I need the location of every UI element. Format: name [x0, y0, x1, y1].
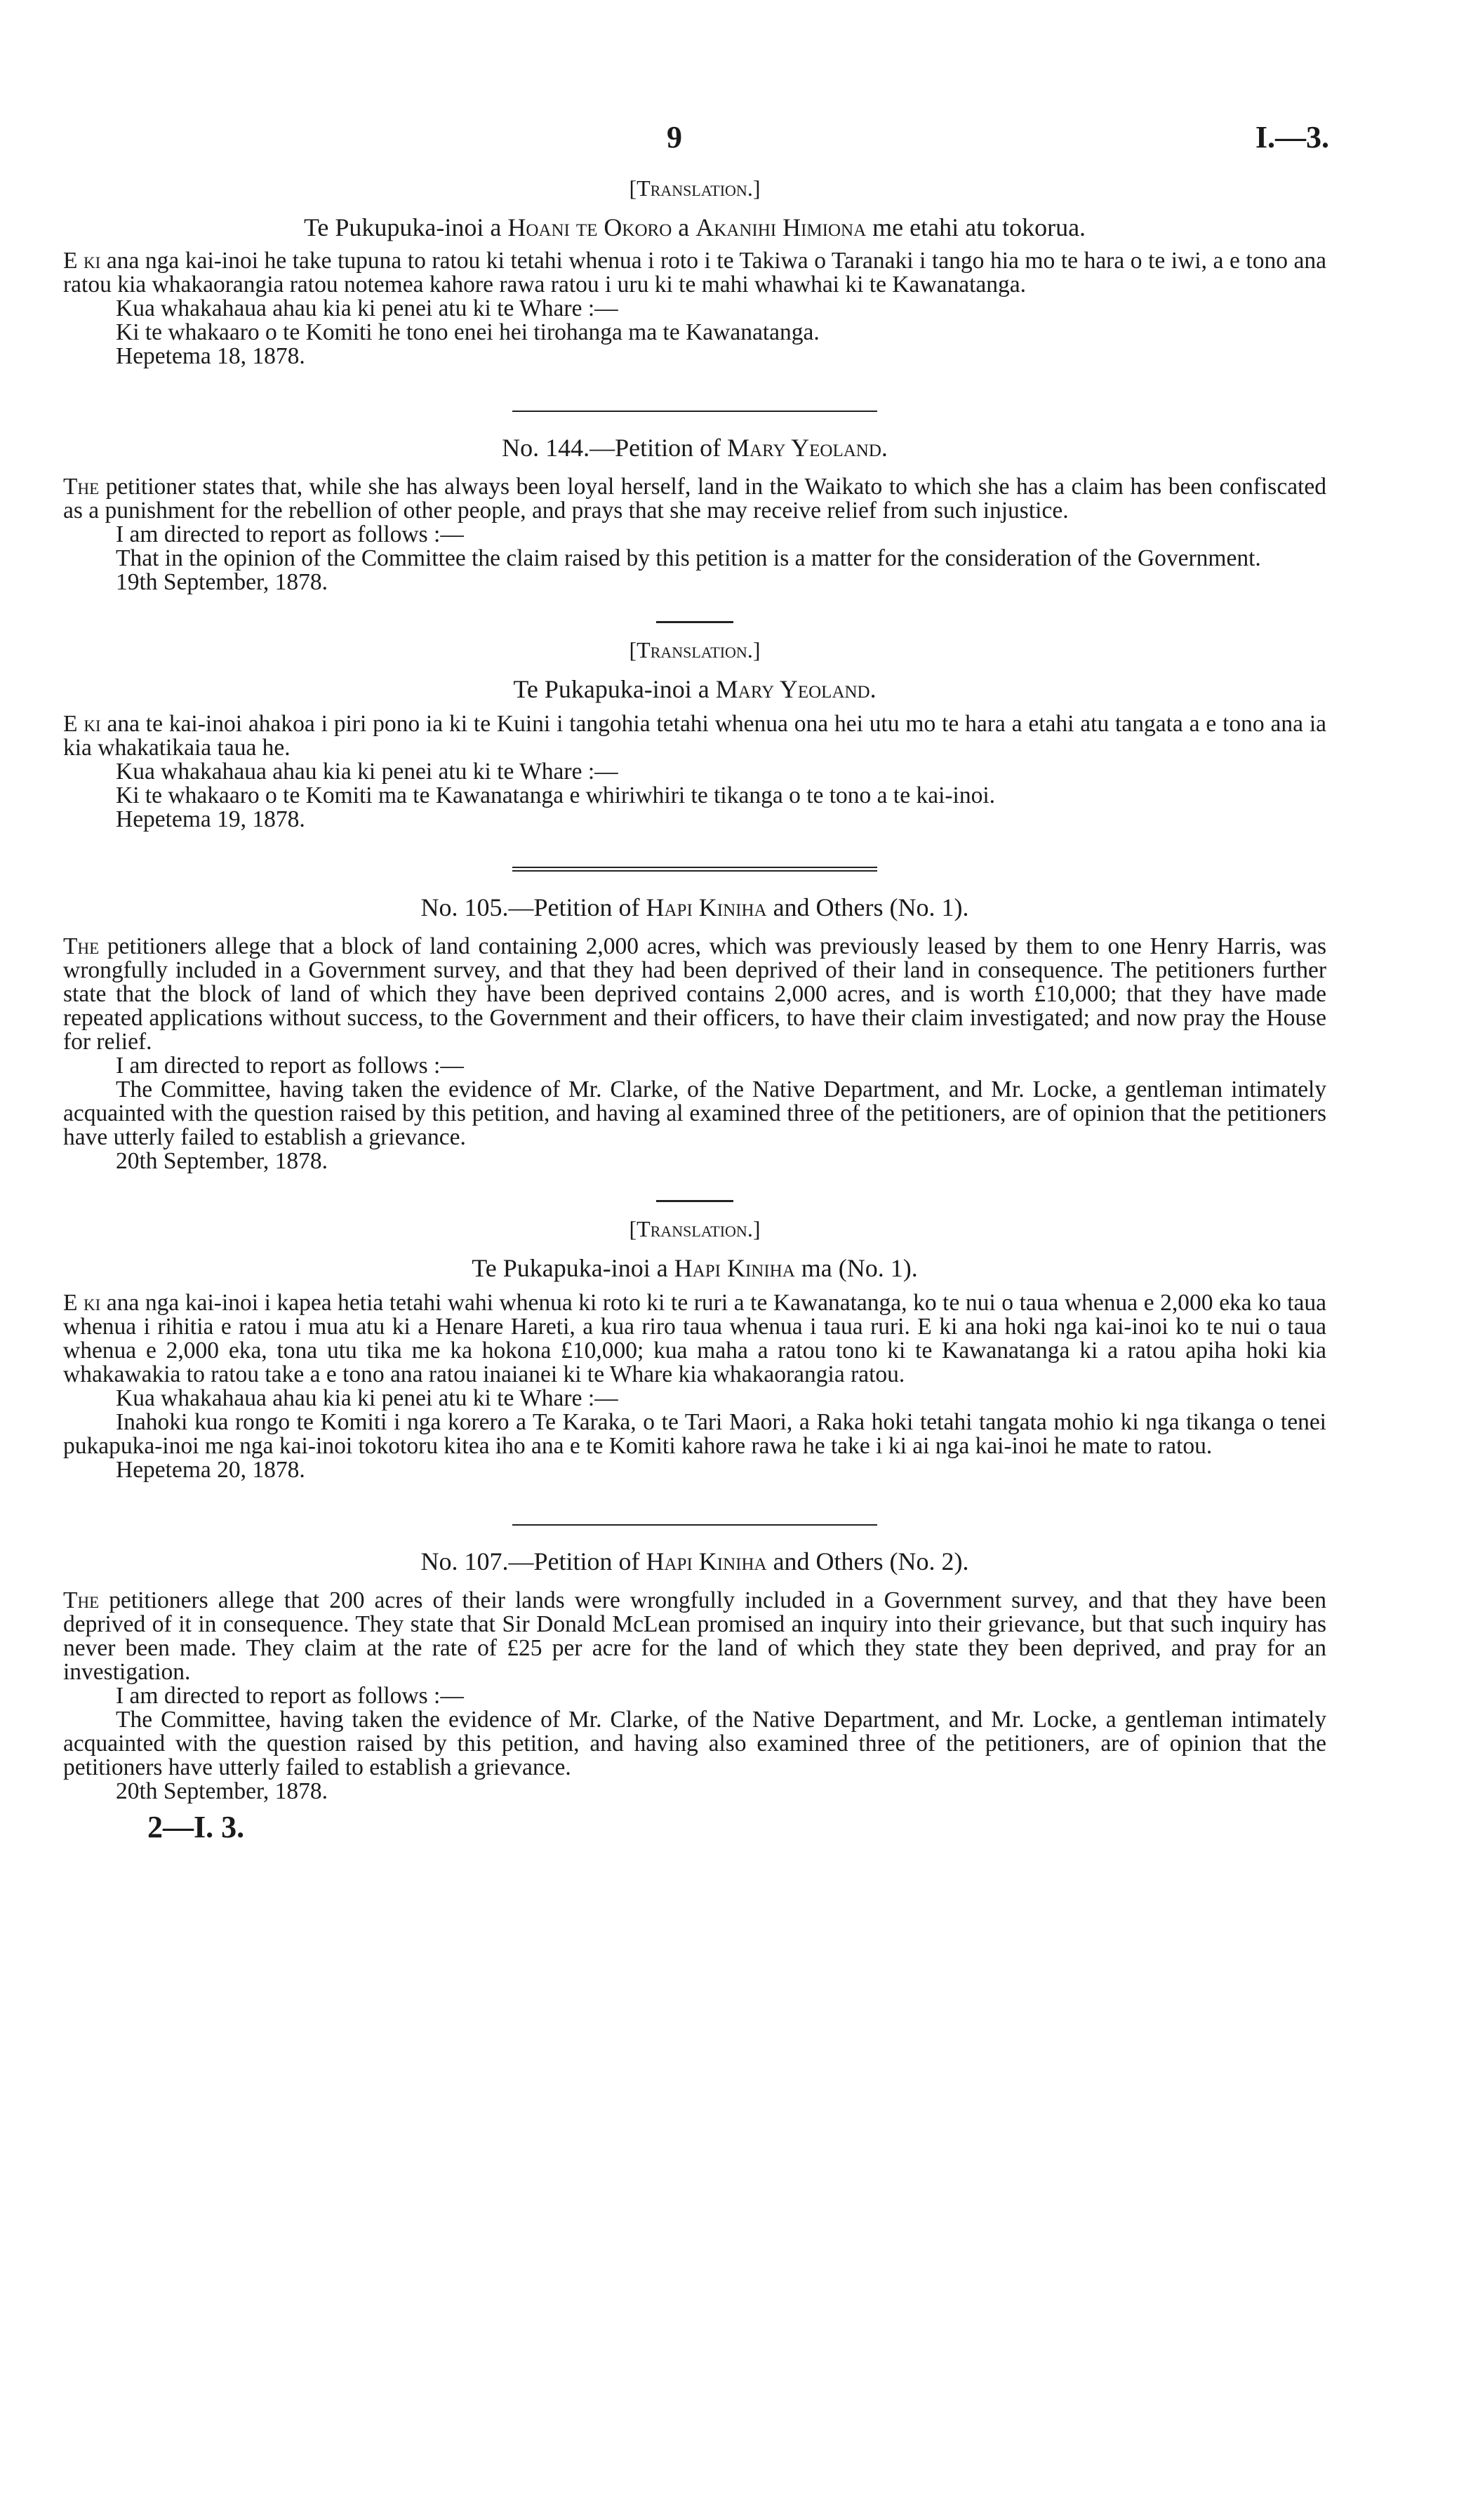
title-text: Te Pukapuka-inoi a	[513, 675, 716, 703]
report-date: 20th September, 1878.	[116, 1778, 328, 1804]
directed-line: I am directed to report as follows :—	[116, 1683, 464, 1709]
section-title	[63, 893, 1326, 922]
first-word: The	[63, 933, 100, 959]
directed-line: I am directed to report as follows :—	[116, 1053, 464, 1079]
title-text: No. 105.—Petition of	[420, 893, 646, 921]
petitioner-name: Akanihi Himiona	[695, 213, 867, 241]
petition-summary	[63, 249, 1326, 297]
committee-report: That in the opinion of the Committee the claim raised by this petition is a matter for the consideration of the Government.	[116, 545, 1261, 571]
petition-summary	[63, 935, 1326, 1054]
paragraph-text: petitioners allege that 200 acres of their lands were wrongfully included in a Government survey, and that they have been deprived of it in consequence. They state that Sir Donald McLean promised an inquiry into their grievance, but that such inquiry has never been made. They claim at the rate of £25 per acre for the land of which they state they been deprived, and pray for an investigation.	[63, 1587, 1326, 1685]
page-number: 9	[667, 120, 682, 154]
section-translation-3	[63, 1216, 1326, 1482]
section-divider-short	[656, 1200, 733, 1202]
petitioner-name: Hoani te Okoro	[507, 213, 672, 241]
directed-line: Kua whakahaua ahau kia ki penei atu ki te Whare :—	[116, 295, 618, 321]
directed-line: I am directed to report as follows :—	[116, 521, 464, 547]
petitioner-name: Hapi Kiniha	[646, 893, 767, 921]
directed-line: Kua whakahaua ahau kia ki penei atu ki te Whare :—	[116, 759, 618, 785]
paragraph-text: ana te kai-inoi ahakoa i piri pono ia ki te Kuini i tangohia tetahi whenua ona hei utu mo te hara a etahi atu tangata a e tono ana ia kia whakatikaia taua he.	[63, 711, 1326, 761]
translation-heading: [Translation.]	[629, 1216, 761, 1241]
section-title	[63, 674, 1326, 704]
paragraph-text: petitioners allege that a block of land containing 2,000 acres, which was previously leased by them to one Henry Harris, was wrongfully included in a Government survey, and that they had been deprived of their land in consequence. The petitioners further state that the block of land of which they have been deprived contains 2,000 acres, and is worth £10,000; that they have made repeated applications without success, to the Government and their officers, to have their claim investigated; and now pray the House for relief.	[63, 933, 1326, 1055]
section-translation-2	[63, 637, 1326, 832]
section-petition-107	[63, 1547, 1326, 1804]
petitioner-name: Mary Yeoland	[715, 675, 870, 703]
first-word: E ki	[63, 711, 101, 737]
section-divider	[512, 411, 877, 412]
section-divider	[512, 1524, 877, 1526]
petitioner-name: Hapi Kiniha	[646, 1547, 767, 1575]
title-text: me etahi atu tokorua.	[866, 213, 1086, 241]
title-text: Te Pukupuka-inoi a	[303, 213, 508, 241]
section-title	[63, 1253, 1326, 1283]
report-date: Hepetema 19, 1878.	[116, 806, 305, 832]
page-signature-mark: 2—I. 3.	[147, 1810, 245, 1844]
committee-report: Inahoki kua rongo te Komiti i nga korero a Te Karaka, o te Tari Maori, a Raka hoki tetahi tangata mohio ki nga tikanga o tenei pukapuka-inoi me nga kai-inoi tokotoru kitea iho ana e te Komiti kahore rawa he take i ki ai nga kai-inoi he mate to ratou.	[63, 1409, 1326, 1459]
first-word: E ki	[63, 1290, 101, 1316]
section-title	[63, 433, 1326, 462]
section-translation-1	[63, 175, 1326, 368]
report-date: 19th September, 1878.	[116, 569, 328, 595]
report-date: Hepetema 20, 1878.	[116, 1457, 305, 1483]
title-text: No. 107.—Petition of	[420, 1547, 646, 1575]
title-text: Te Pukapuka-inoi a	[472, 1254, 674, 1282]
report-date: Hepetema 18, 1878.	[116, 343, 305, 369]
document-reference: I.—3.	[1255, 120, 1329, 154]
section-petition-105	[63, 893, 1326, 1173]
committee-report: Ki te whakaaro o te Komiti ma te Kawanatanga e whiriwhiri te tikanga o te tono a te kai-inoi.	[116, 782, 996, 808]
title-text: and Others (No. 2).	[766, 1547, 969, 1575]
translation-heading: [Translation.]	[629, 175, 761, 201]
committee-report: The Committee, having taken the evidence of Mr. Clarke, of the Native Department, and Mr. Locke, a gentleman intimately acquainted with the question raised by this petition, and having al examined three of the petitioners, are of opinion that the petitioners have utterly failed to establish a grievance.	[63, 1076, 1326, 1150]
translation-heading: [Translation.]	[629, 637, 761, 662]
title-text: .	[881, 434, 888, 462]
paragraph-text: ana nga kai-inoi he take tupuna to ratou ki tetahi whenua i roto i te Takiwa o Taranaki i tango hia mo te hara o te iwi, a e tono ana ratou kia whakaorangia ratou notemea kahore rawa ratou i uru ki te mahi whawhai ki te Kawanatanga.	[63, 248, 1326, 298]
first-word: The	[63, 1587, 100, 1613]
section-divider-double	[512, 867, 877, 872]
title-text: No. 144.—Petition of	[502, 434, 728, 462]
committee-report: Ki te whakaaro o te Komiti he tono enei hei tirohanga ma te Kawanatanga.	[116, 319, 820, 345]
title-text: and Others (No. 1).	[766, 893, 969, 921]
page-header	[63, 119, 1329, 175]
title-text: .	[870, 675, 877, 703]
section-divider-short	[656, 621, 733, 623]
petition-summary	[63, 1291, 1326, 1387]
first-word: The	[63, 474, 100, 500]
section-title	[63, 1547, 1326, 1576]
report-date: 20th September, 1878.	[116, 1148, 328, 1174]
petition-summary	[63, 712, 1326, 760]
petition-summary	[63, 475, 1326, 523]
committee-report: The Committee, having taken the evidence of Mr. Clarke, of the Native Department, and Mr. Locke, a gentleman intimately acquainted with the question raised by this petition, and having also examined three of the petitioners, are of opinion that the petitioners have utterly failed to establish a grievance.	[63, 1707, 1326, 1780]
title-text: ma (No. 1).	[794, 1254, 918, 1282]
paragraph-text: ana nga kai-inoi i kapea hetia tetahi wahi whenua ki roto ki te ruri a te Kawanatanga, ko te nui o taua whenua e 2,000 eka ko taua whenua i rihitia e ratou i mua atu ki a Henare Hareti, a kua riro taua whenua i taua ruri. E ki ana hoki nga kai-inoi ko te nui o taua whenua e 2,000 eka, tona utu tika me ka hokona £10,000; kua maha a ratou tono ki te Kawanatanga ki a ratou apiha hoki kia whakawakia to ratou take a e tono ana ratou inaianei ki te Whare kia whakaorangia ratou.	[63, 1290, 1326, 1387]
section-petition-144	[63, 433, 1326, 594]
section-title	[63, 213, 1326, 242]
first-word: E ki	[63, 248, 101, 274]
petitioner-name: Mary Yeoland	[727, 434, 881, 462]
paragraph-text: petitioner states that, while she has always been loyal herself, land in the Waikato to which she has a claim has been confiscated as a punishment for the rebellion of other people, and prays that she may receive relief from such injustice.	[63, 474, 1326, 524]
document-page	[63, 119, 1329, 1845]
directed-line: Kua whakahaua ahau kia ki penei atu ki te Whare :—	[116, 1385, 618, 1411]
petition-summary	[63, 1589, 1326, 1684]
title-text: a	[672, 213, 696, 241]
petitioner-name: Hapi Kiniha	[674, 1254, 795, 1282]
